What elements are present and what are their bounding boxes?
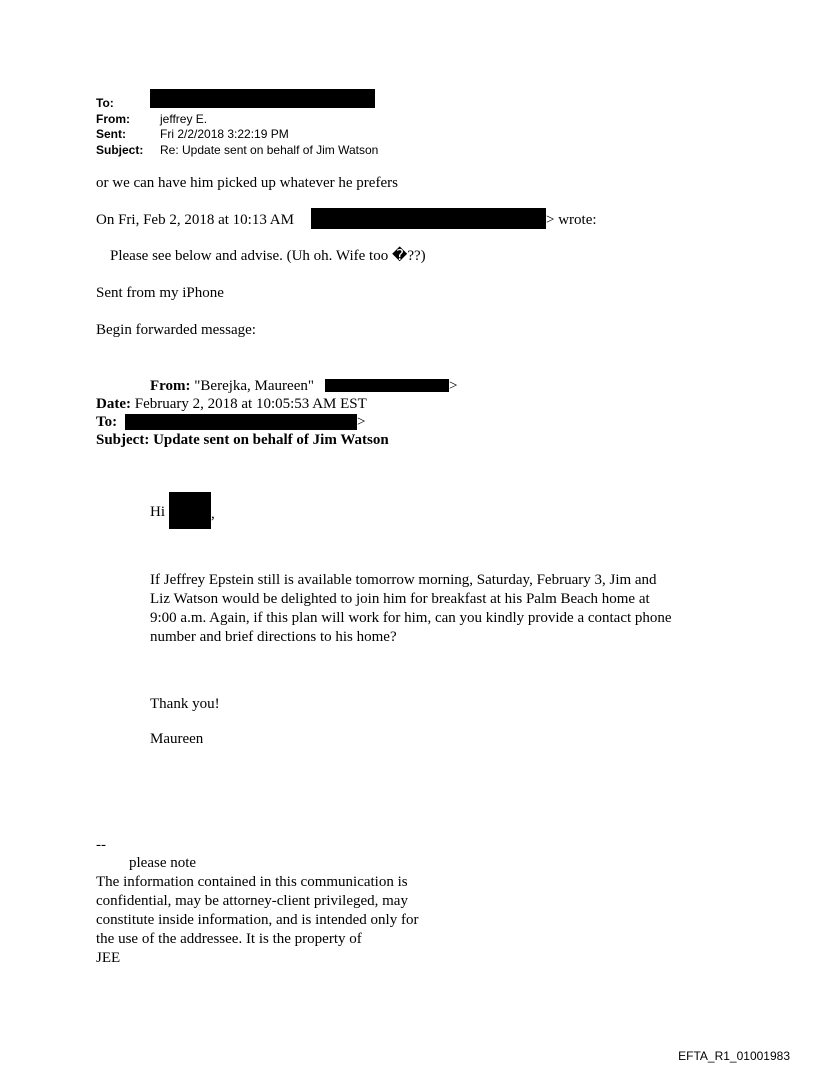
greeting: Hi xyxy=(150,504,165,520)
footer-dashes: -- xyxy=(96,837,106,853)
quote-intro xyxy=(96,211,294,230)
fwd-date-value: February 2, 2018 at 10:05:53 AM EST xyxy=(130,396,367,412)
quote-intro-suffix: > wrote: xyxy=(546,212,597,228)
reply-line: or we can have him picked up whatever he prefers xyxy=(96,175,398,191)
quote-intro-prefix: On Fri, Feb 2, 2018 at 10:13 AM xyxy=(96,212,294,228)
footer-line-4: the use of the addressee. It is the property of xyxy=(96,931,362,947)
subject-value: Re: Update sent on behalf of Jim Watson xyxy=(160,143,379,157)
document-stamp: EFTA_R1_01001983 xyxy=(678,1049,790,1063)
fwd-to-close: > xyxy=(357,414,366,430)
from-value: jeffrey E. xyxy=(160,112,208,126)
fwd-date-row xyxy=(96,395,367,413)
signature: Maureen xyxy=(150,731,204,747)
fwd-subject-label: Subject: xyxy=(96,432,150,448)
header-from-row xyxy=(96,112,207,126)
header-sent-row xyxy=(96,127,289,141)
fwd-subject-value: Update sent on behalf of Jim Watson xyxy=(149,432,389,448)
sent-label: Sent: xyxy=(96,127,126,141)
fwd-to-label: To: xyxy=(96,414,118,430)
redaction-to xyxy=(150,89,375,108)
subject-label: Subject: xyxy=(96,143,144,157)
redaction-fwd-to xyxy=(125,414,357,430)
message-paragraph: If Jeffrey Epstein still is available tomorrow morning, Saturday, February 3, Jim and Liz Watson would be delighted to join him for breakfast at his Palm Beach home at 9:00 a.m. Again, if this plan will work for him, can you kindly provide a contact phone number and brief directions to his home? xyxy=(150,572,672,645)
footer-line-1: The information contained in this communication is xyxy=(96,874,408,890)
to-label: To: xyxy=(96,96,114,110)
footer-line-5: JEE xyxy=(96,950,121,966)
redaction-quote-sender xyxy=(311,208,546,229)
footer-note: please note xyxy=(129,855,197,871)
fwd-from-value: "Berejka, Maureen" xyxy=(190,378,314,394)
thanks-line: Thank you! xyxy=(150,696,220,712)
fwd-from-close: > xyxy=(449,378,458,394)
advise-line: Please see below and advise. (Uh oh. Wife too �??) xyxy=(110,248,426,264)
footer-line-3: constitute inside information, and is intended only for xyxy=(96,912,419,928)
footer-disclaimer xyxy=(96,873,418,968)
redaction-fwd-from-email xyxy=(325,379,449,392)
fwd-from-label: From: xyxy=(150,378,191,394)
redaction-greeting-name xyxy=(169,492,211,529)
fwd-subject-row xyxy=(96,431,389,449)
greeting-comma: , xyxy=(211,506,215,522)
from-label: From: xyxy=(96,112,130,126)
fwd-date-label: Date: xyxy=(96,396,131,412)
footer-line-2: confidential, may be attorney-client privileged, may xyxy=(96,893,408,909)
sent-from-line: Sent from my iPhone xyxy=(96,285,224,301)
fwd-to-row xyxy=(96,413,117,431)
begin-forwarded-line: Begin forwarded message: xyxy=(96,322,256,338)
fwd-from-row xyxy=(150,377,314,395)
sent-value: Fri 2/2/2018 3:22:19 PM xyxy=(160,127,289,141)
header-subject-row xyxy=(96,143,378,157)
